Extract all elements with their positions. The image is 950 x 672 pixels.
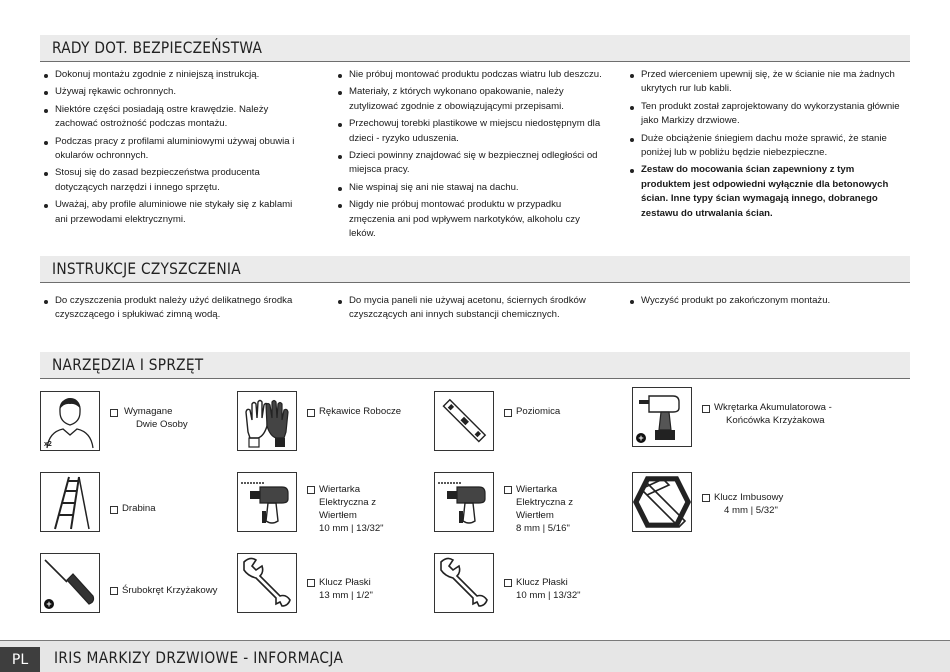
language-badge: PL	[0, 647, 40, 672]
tool-image-box	[40, 472, 100, 532]
tool-label	[122, 502, 156, 515]
tools-section-header	[40, 352, 910, 379]
list-item: Dzieci powinny znajdować się w bezpiecznej odległości od miejsca pracy.	[336, 149, 604, 178]
tool-drill-8mm	[434, 472, 634, 538]
tool-label	[319, 405, 401, 418]
safety-title: RADY DOT. BEZPIECZEŃSTWA	[52, 38, 263, 57]
tool-label	[516, 483, 573, 535]
tool-label-line: Klucz Imbusowy	[714, 492, 784, 503]
tool-wrench-10mm	[434, 553, 634, 619]
tool-image-box	[237, 391, 297, 451]
tool-label	[714, 401, 832, 427]
tool-image-box	[632, 472, 692, 532]
tool-image-box	[434, 391, 494, 451]
tool-label-line: Wiertłem	[319, 510, 357, 521]
hexagon-icon	[633, 473, 691, 531]
tool-image-box	[434, 553, 494, 613]
checkbox[interactable]	[110, 506, 118, 514]
tool-image-box	[40, 553, 100, 613]
footer-title: IRIS MARKIZY DRZWIOWE - INFORMACJA	[54, 648, 344, 667]
list-item: Podczas pracy z profilami aluminiowymi używaj obuwia i okularów ochronnych.	[42, 135, 304, 164]
tool-label-line: Elektryczna z	[516, 497, 574, 508]
tool-label-line: 13 mm | 1/2"	[319, 590, 373, 601]
phillips-bit-icon: +	[44, 599, 54, 609]
tool-label-line: 4 mm | 5/32"	[724, 505, 778, 516]
page-footer	[0, 640, 950, 672]
checkbox[interactable]	[307, 579, 315, 587]
list-item: Używaj rękawic ochronnych.	[42, 85, 304, 99]
checkbox[interactable]	[702, 405, 710, 413]
tool-image-box	[237, 553, 297, 613]
drill-icon	[435, 473, 493, 531]
tool-ladder	[40, 472, 240, 538]
list-item: Do mycia paneli nie używaj acetonu, ściernych środków czyszczących ani innych substancji chemicznych.	[336, 294, 604, 323]
tool-two-persons	[40, 391, 240, 457]
tool-label-line: Elektryczna z	[319, 497, 377, 508]
checkbox[interactable]	[110, 409, 118, 417]
tool-label-line: Klucz Płaski	[516, 577, 568, 588]
cleaning-section-header	[40, 256, 910, 283]
list-item: Ten produkt został zaprojektowany do wykorzystania głównie jako Markizy drzwiowe.	[628, 100, 900, 129]
tool-image-box	[40, 391, 100, 451]
safety-column-3	[628, 68, 900, 224]
checkbox[interactable]	[307, 486, 315, 494]
tool-label	[516, 405, 560, 418]
tool-wrench-13mm	[237, 553, 437, 619]
tool-image-box	[237, 472, 297, 532]
list-item: Uważaj, aby profile aluminiowe nie stykały się z kablami ani przewodami elektrycznymi.	[42, 198, 304, 227]
cleaning-column-1	[42, 294, 304, 326]
spirit-level-icon	[435, 392, 493, 450]
cleaning-column-2	[336, 294, 604, 326]
cleaning-title: INSTRUKCJE CZYSZCZENIA	[52, 259, 241, 278]
phillips-bit-icon: +	[636, 433, 646, 443]
safety-section-header	[40, 35, 910, 62]
list-item: Nie wspinaj się ani nie stawaj na dachu.	[336, 181, 604, 195]
cleaning-column-3	[628, 294, 900, 311]
list-item-important: Zestaw do mocowania ścian zapewniony z tym produktem jest odpowiedni wyłącznie dla betonowych ścian. Inne typy ścian wymagają innego, dobranego zestawu do utrwalania ścian.	[628, 163, 900, 221]
tool-label	[319, 576, 373, 602]
tool-label-line: Wiertłem	[516, 510, 554, 521]
list-item: Nie próbuj montować produktu podczas wiatru lub deszczu.	[336, 68, 604, 82]
tool-label	[122, 584, 217, 597]
list-item: Do czyszczenia produkt należy użyć delikatnego środka czyszczącego i spłukiwać zimną wodą.	[42, 294, 304, 323]
tool-label-line: 8 mm | 5/16"	[516, 523, 570, 534]
list-item: Stosuj się do zasad bezpieczeństwa producenta dotyczących narzędzi i innego sprzętu.	[42, 166, 304, 195]
checkbox[interactable]	[110, 587, 118, 595]
safety-column-1	[42, 68, 304, 230]
tool-label	[319, 483, 384, 535]
tool-image-box	[434, 472, 494, 532]
checkbox[interactable]	[702, 494, 710, 502]
checkbox[interactable]	[504, 579, 512, 587]
tool-label-line: Śrubokręt Krzyżakowy	[122, 585, 218, 596]
checkbox[interactable]	[504, 409, 512, 417]
list-item: Duże obciążenie śniegiem dachu może sprawić, że stanie poniżej lub w pobliżu będzie niebezpieczne.	[628, 132, 900, 161]
work-gloves-icon	[238, 392, 296, 450]
safety-column-2	[336, 68, 604, 244]
tool-label-line: Dwie Osoby	[136, 419, 188, 430]
wrench-icon	[435, 554, 493, 612]
list-item: Wyczyść produkt po zakończonym montażu.	[628, 294, 900, 308]
list-item: Przed wierceniem upewnij się, że w ścianie nie ma żadnych ukrytych rur lub kabli.	[628, 68, 900, 97]
list-item: Dokonuj montażu zgodnie z niniejszą instrukcją.	[42, 68, 304, 82]
tool-label-line: Wiertarka	[516, 484, 558, 495]
tool-work-gloves	[237, 391, 437, 457]
tool-label-line: Rękawice Robocze	[319, 406, 402, 417]
tool-label	[124, 405, 188, 431]
tool-label-line: 10 mm | 13/32"	[516, 590, 581, 601]
tool-cordless-screwdriver	[632, 387, 832, 453]
tool-drill-10mm	[237, 472, 437, 538]
ladder-icon	[41, 473, 99, 531]
wrench-icon	[238, 554, 296, 612]
list-item: Przechowuj torebki plastikowe w miejscu niedostępnym dla dzieci - ryzyko uduszenia.	[336, 117, 604, 146]
checkbox[interactable]	[504, 486, 512, 494]
tool-label-line: Klucz Płaski	[319, 577, 371, 588]
tool-label-line: Końcówka Krzyżakowa	[726, 415, 825, 426]
list-item: Niektóre części posiadają ostre krawędzie. Należy zachować ostrożność podczas montażu.	[42, 103, 304, 132]
drill-icon	[238, 473, 296, 531]
tools-title: NARZĘDZIA I SPRZĘT	[52, 355, 204, 374]
list-item: Nigdy nie próbuj montować produktu w przypadku zmęczenia ani pod wpływem narkotyków, alkoholu czy leków.	[336, 198, 604, 241]
list-item: Materiały, z których wykonano opakowanie, należy zutylizować zgodnie z obowiązującymi przepisami.	[336, 85, 604, 114]
tool-label	[714, 491, 783, 517]
tool-spirit-level	[434, 391, 634, 457]
tool-phillips-screwdriver	[40, 553, 240, 619]
tool-label-line: Wiertarka	[319, 484, 361, 495]
tool-label-line: Wkrętarka Akumulatorowa -	[714, 402, 832, 413]
checkbox[interactable]	[307, 409, 315, 417]
tool-label-line: Wymagane	[124, 406, 173, 417]
tool-label-line: 10 mm | 13/32"	[319, 523, 384, 534]
two-persons-badge: x2	[44, 441, 52, 448]
tool-label-line: Poziomica	[516, 406, 561, 417]
tool-image-box	[632, 387, 692, 447]
tool-label	[516, 576, 581, 602]
tool-hex-key	[632, 472, 832, 538]
tool-label-line: Drabina	[122, 503, 156, 514]
